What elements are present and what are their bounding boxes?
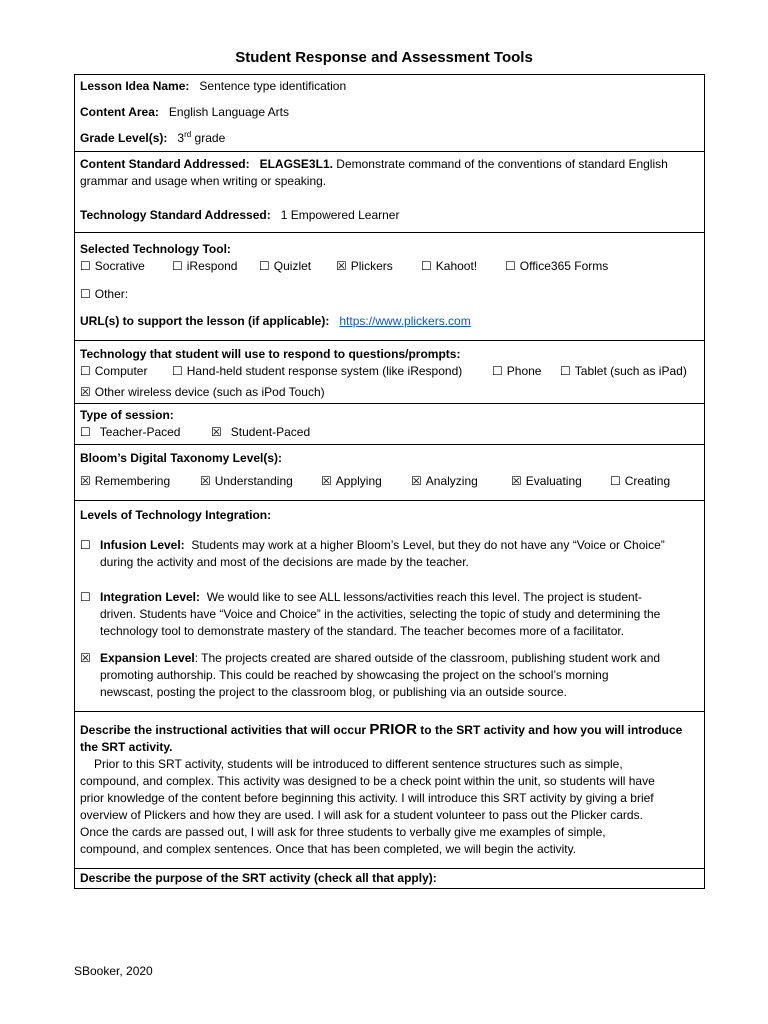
- integration-section: [75, 501, 704, 712]
- checkbox-icon[interactable]: ☐: [80, 425, 91, 439]
- checked-box-icon[interactable]: ☒: [211, 425, 222, 439]
- tool-section: [75, 233, 704, 341]
- content-area-label: Content Area:: [80, 105, 159, 119]
- bloom-option-understanding[interactable]: ☒ Understanding: [200, 474, 293, 488]
- checkbox-icon[interactable]: ☐: [172, 259, 183, 273]
- checked-box-icon[interactable]: ☒: [80, 385, 91, 399]
- tool-option-socrative[interactable]: ☐ Socrative: [80, 259, 145, 273]
- content-standard-text-cont[interactable]: grammar and usage when writing or speaking.: [80, 174, 327, 188]
- content-standard-code: ELAGSE3L1.: [259, 157, 333, 171]
- session-option-teacher-paced[interactable]: ☐ Teacher-Paced: [80, 425, 181, 439]
- tool-option-office365-forms[interactable]: ☐ Office365 Forms: [505, 259, 609, 273]
- prior-text-line: compound, and complex sentences. Once that has been completed, we will begin the activity.: [80, 842, 577, 856]
- prior-text-line: prior knowledge of the content before beginning this activity. I will introduce this SRT activity by giving a brief: [80, 791, 654, 805]
- lesson-section: [75, 75, 704, 152]
- integration-level-title: Integration Level:: [100, 590, 201, 604]
- prior-label: Describe the instructional activities that will occur PRIOR to the SRT activity and how you will introduce: [80, 721, 683, 738]
- checked-box-icon[interactable]: ☒: [321, 474, 332, 488]
- standards-section: [75, 152, 704, 233]
- grade-level-value[interactable]: 3rd grade: [177, 130, 226, 145]
- tool-options: [80, 258, 699, 275]
- prior-text-line: Prior to this SRT activity, students will be introduced to different sentence structures such as simple,: [94, 757, 623, 771]
- checkbox-icon[interactable]: ☐: [80, 364, 91, 378]
- content-standard-text[interactable]: Demonstrate command of the conventions of standard English: [336, 157, 668, 171]
- tool-option-kahoot[interactable]: ☐ Kahoot!: [421, 259, 478, 273]
- bloom-option-analyzing[interactable]: ☒ Analyzing: [411, 474, 478, 488]
- checkbox-icon[interactable]: ☐: [560, 364, 571, 378]
- checkbox-icon[interactable]: ☐: [172, 364, 183, 378]
- integration-label: Levels of Technology Integration:: [80, 508, 272, 522]
- checkbox-icon[interactable]: ☐: [421, 259, 432, 273]
- footer-author: SBooker, 2020: [74, 964, 153, 978]
- integration-level: ☐ Integration Level: We would like to see ALL lessons/activities reach this level. The project is student- driven. Students have “Voice and Choice” in the activities, selecting the topic of study and determining the technology tool to demonstrate mastery of the standard. The teacher becomes more of a facilitator.: [80, 590, 661, 638]
- prior-text-line: overview of Plickers and how they are used. I will ask for a student volunteer to pass out the Plicker cards.: [80, 808, 643, 822]
- bloom-option-evaluating[interactable]: ☒ Evaluating: [511, 474, 582, 488]
- checkbox-icon[interactable]: ☐: [492, 364, 503, 378]
- checked-box-icon[interactable]: ☒: [336, 259, 347, 273]
- session-label: Type of session:: [80, 408, 174, 422]
- lesson-name-label: Lesson Idea Name:: [80, 79, 190, 93]
- bloom-label: Bloom’s Digital Taxonomy Level(s):: [80, 451, 283, 465]
- checkbox-icon[interactable]: ☐: [259, 259, 270, 273]
- respond-section: [75, 341, 704, 404]
- prior-section: [75, 712, 704, 869]
- checked-box-icon[interactable]: ☒: [80, 474, 91, 488]
- tool-option-quizlet[interactable]: ☐ Quizlet: [259, 259, 312, 273]
- bloom-option-creating[interactable]: ☐ Creating: [610, 474, 671, 488]
- respond-option-other-wireless[interactable]: ☒ Other wireless device (such as iPod Touch): [80, 385, 325, 399]
- assessment-form: [74, 74, 705, 889]
- tool-option-plickers[interactable]: ☒ Plickers: [336, 259, 393, 273]
- checkbox-icon[interactable]: ☐: [610, 474, 621, 488]
- bloom-option-remembering[interactable]: ☒ Remembering: [80, 474, 171, 488]
- checked-box-icon[interactable]: ☒: [411, 474, 422, 488]
- checked-box-icon[interactable]: ☒: [80, 651, 91, 665]
- content-area-value[interactable]: English Language Arts: [168, 105, 289, 119]
- tech-standard-label: Technology Standard Addressed:: [80, 208, 271, 222]
- prior-text-line: compound, and complex. This activity was designed to be a check point within the unit, so students will have: [80, 774, 655, 788]
- session-section: [75, 404, 704, 445]
- tool-option-other[interactable]: ☐ Other:: [80, 287, 129, 301]
- checked-box-icon[interactable]: ☒: [511, 474, 522, 488]
- checkbox-icon[interactable]: ☐: [80, 590, 91, 604]
- purpose-label: Describe the purpose of the SRT activity (check all that apply):: [80, 871, 437, 885]
- checkbox-icon[interactable]: ☐: [505, 259, 516, 273]
- prior-text-line: Once the cards are passed out, I will ask for three students to verbally give me examples of simple,: [80, 825, 606, 839]
- url-link[interactable]: https://www.plickers.com: [339, 314, 471, 328]
- page-title: Student Response and Assessment Tools: [235, 49, 533, 66]
- checkbox-icon[interactable]: ☐: [80, 287, 91, 301]
- prior-label-cont: the SRT activity.: [80, 740, 173, 754]
- lesson-name-value[interactable]: Sentence type identification: [199, 79, 347, 93]
- bloom-section: [75, 445, 704, 501]
- infusion-level: ☐ Infusion Level: Students may work at a higher Bloom’s Level, but they do not have any “Voice or Choice” during the activity and most of the decisions are made by the teacher.: [80, 538, 665, 569]
- url-label: URL(s) to support the lesson (if applicable):: [80, 314, 330, 328]
- grade-level-label: Grade Level(s):: [80, 131, 168, 145]
- tool-option-irespond[interactable]: ☐ iRespond: [172, 259, 238, 273]
- tech-standard-value[interactable]: 1 Empowered Learner: [280, 208, 400, 222]
- respond-label: Technology that student will use to respond to questions/prompts:: [80, 347, 461, 361]
- respond-option-computer[interactable]: ☐ Computer: [80, 364, 148, 378]
- checkbox-icon[interactable]: ☐: [80, 259, 91, 273]
- purpose-section: [75, 869, 704, 888]
- checkbox-icon[interactable]: ☐: [80, 538, 91, 552]
- expansion-level-title: Expansion Level: [100, 651, 195, 665]
- content-standard-label: Content Standard Addressed:: [80, 157, 250, 171]
- infusion-level-title: Infusion Level:: [100, 538, 185, 552]
- checked-box-icon[interactable]: ☒: [200, 474, 211, 488]
- respond-option-phone[interactable]: ☐ Phone: [492, 364, 542, 378]
- respond-option-handheld[interactable]: ☐ Hand-held student response system (like iRespond): [172, 364, 463, 378]
- respond-options: [80, 363, 699, 380]
- bloom-option-applying[interactable]: ☒ Applying: [321, 474, 382, 488]
- tool-label: Selected Technology Tool:: [80, 242, 231, 256]
- session-option-student-paced[interactable]: ☒ Student-Paced: [211, 425, 311, 439]
- expansion-level: ☒ Expansion Level: The projects created are shared outside of the classroom, publishing student work and promoting authorship. This could be reached by showcasing the project on the school’s morning newscast, posting the project to the classroom blog, or publishing via an outside source.: [80, 651, 661, 699]
- respond-option-tablet[interactable]: ☐ Tablet (such as iPad): [560, 364, 687, 378]
